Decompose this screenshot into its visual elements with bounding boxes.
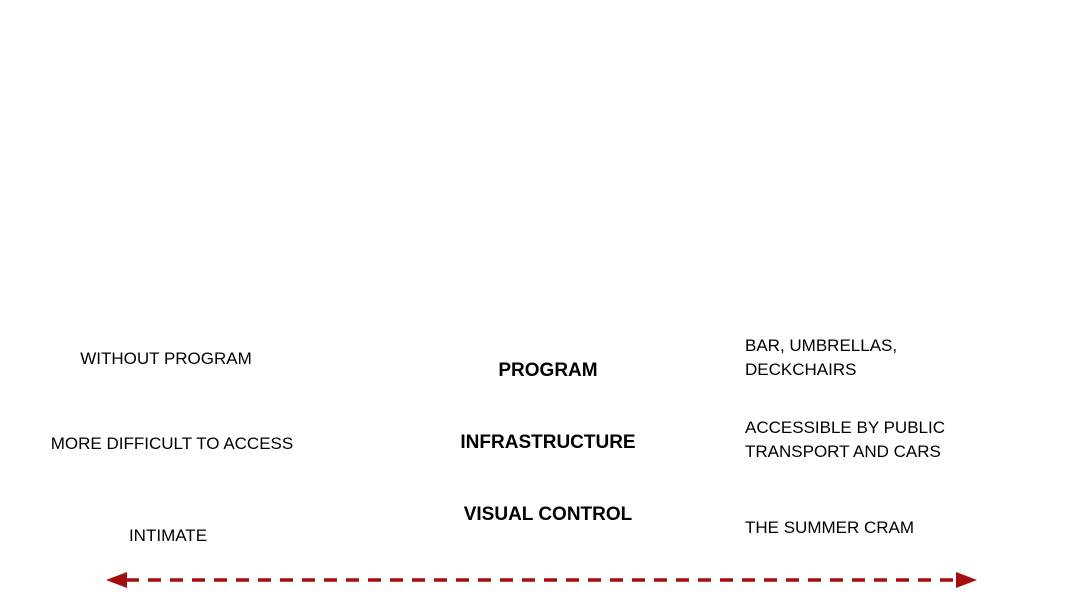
left-infrastructure-label: MORE DIFFICULT TO ACCESS	[50, 434, 294, 453]
left-visual-control-label: INTIMATE	[128, 526, 208, 545]
right-visual-control-label: THE SUMMER CRAM	[745, 518, 915, 537]
arrow-head-left	[106, 572, 127, 588]
center-infrastructure-heading: INFRASTRUCTURE	[460, 432, 636, 453]
right-infrastructure-line2: TRANSPORT AND CARS	[745, 442, 941, 461]
right-infrastructure-line1: ACCESSIBLE BY PUBLIC	[745, 418, 945, 437]
right-program-line1: BAR, UMBRELLAS,	[745, 336, 898, 355]
arrow-head-right	[956, 572, 977, 588]
center-visual-control-heading: VISUAL CONTROL	[463, 504, 633, 525]
right-program-line2: DECKCHAIRS	[745, 360, 857, 379]
center-program-heading: PROGRAM	[498, 360, 598, 381]
left-program-label: WITHOUT PROGRAM	[80, 349, 252, 368]
